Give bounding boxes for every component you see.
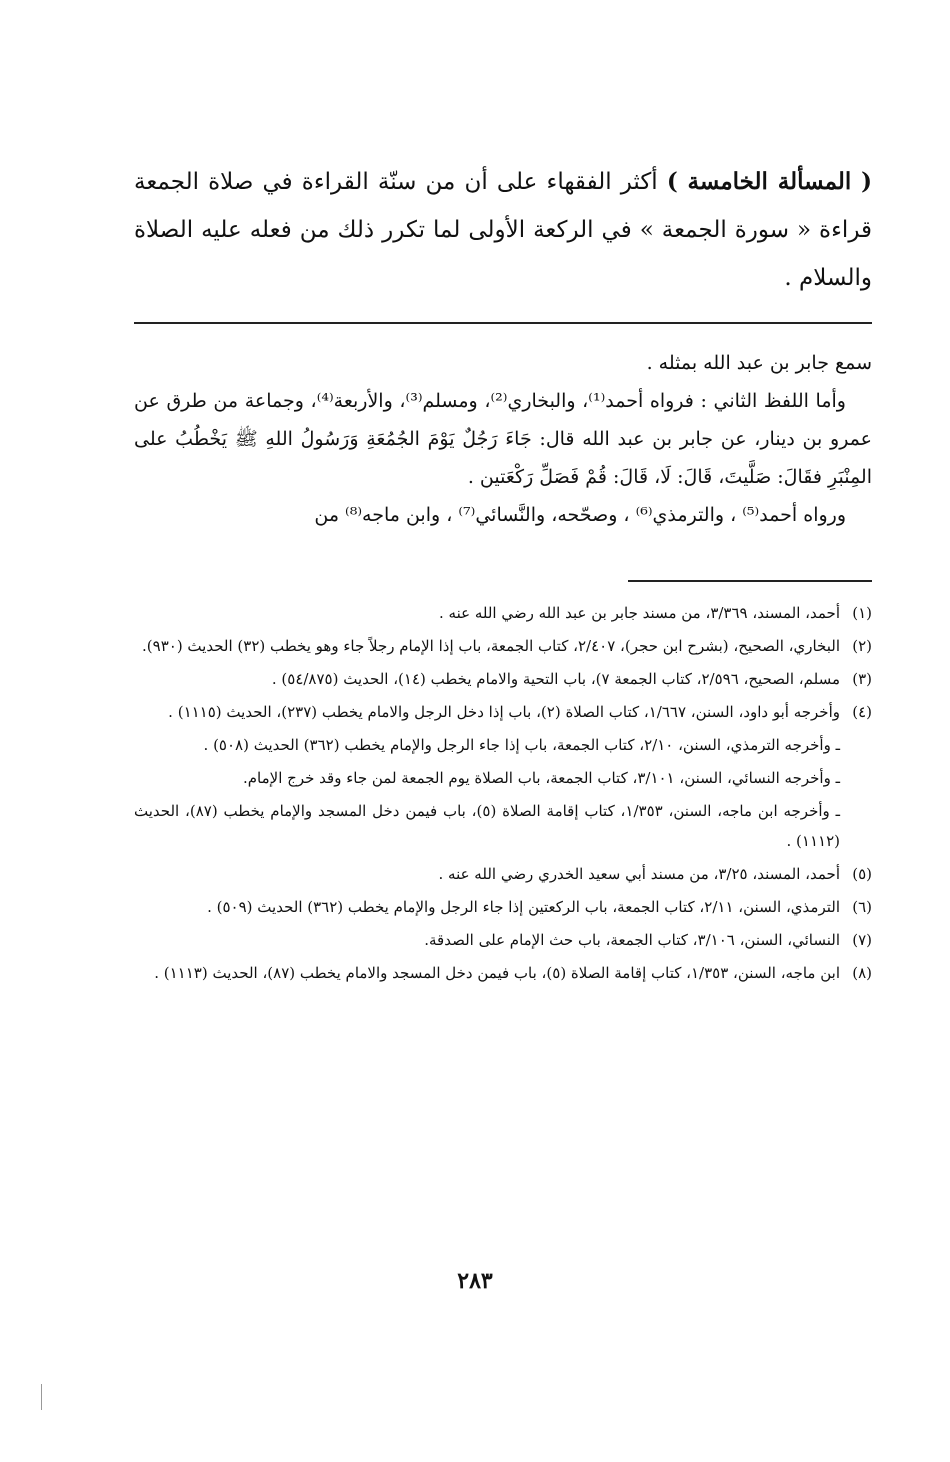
footnote-item xyxy=(134,664,872,694)
commentary-paragraph-2: وأما اللفظ الثاني : فرواه أحمد⁽¹⁾، والبخاري⁽²⁾، ومسلم⁽³⁾، والأربعة⁽⁴⁾، وجماعة من طرق عن عمرو بن دينار، عن جابر بن عبد الله قال: جَاءَ رَجُلٌ يَوْمَ الجُمُعَةِ وَرَسُولُ اللهِ ﷺ يَخْطُبُ على المِنْبَرِ فقَالَ: صَلَّيتَ، قَالَ: لَا، قَالَ: قُمْ فَصَلِّ رَكْعَتين . xyxy=(134,390,872,488)
footnote-item xyxy=(134,925,872,955)
footnote-text: البخاري، الصحيح، (بشرح ابن حجر)، ٢/٤٠٧، كتاب الجمعة، باب إذا الإمام رجلاً جاء وهو يخطب (٣٢) الحديث (٩٣٠). xyxy=(142,637,840,655)
footnote-item xyxy=(134,697,872,727)
footnote-text: أحمد، المسند، ٣/٣٦٩، من مسند جابر بن عبد الله رضي الله عنه . xyxy=(439,604,840,622)
footnote-subnote: ـ وأخرجه الترمذي، السنن، ٢/١٠، كتاب الجمعة، باب إذا جاء الرجل والإمام يخطب (٣٦٢) الحديث (٥٠٨) . xyxy=(203,736,840,754)
issue-heading: ( المسألة الخامسة ) xyxy=(666,168,872,195)
footnote-item xyxy=(134,892,872,922)
footnotes xyxy=(134,598,872,991)
footnote-divider xyxy=(628,580,872,582)
commentary-block xyxy=(134,344,872,534)
footnote-text: ابن ماجه، السنن، ١/٣٥٣، كتاب إقامة الصلاة (٥)، باب فيمن دخل المسجد والامام يخطب (٨٧)، الحديث (١١١٣) . xyxy=(154,964,840,982)
footnote-text: الترمذي، السنن، ٢/١١، كتاب الجمعة، باب الركعتين إذا جاء الرجل والإمام يخطب (٣٦٢) الحديث (٥٠٩) . xyxy=(207,898,840,916)
commentary-line-1: سمع جابر بن عبد الله بمثله . xyxy=(646,352,872,374)
footnote-item xyxy=(134,859,872,889)
footnote-number: (١) xyxy=(852,604,872,622)
footnote-text: النسائي، السنن، ٣/١٠٦، كتاب الجمعة، باب حث الإمام على الصدقة. xyxy=(424,931,840,949)
footnote-number: (٦) xyxy=(852,898,872,916)
footnote-text: مسلم، الصحيح، ٢/٥٩٦، كتاب الجمعة ٧)، باب التحية والامام يخطب (١٤)، الحديث (٥٤/٨٧٥) . xyxy=(271,670,840,688)
footnote-number: (٤) xyxy=(852,703,872,721)
footnote-text: أحمد، المسند، ٣/٢٥، من مسند أبي سعيد الخدري رضي الله عنه . xyxy=(438,865,840,883)
footnote-subnote: ـ وأخرجه النسائي، السنن، ٣/١٠١، كتاب الجمعة، باب الصلاة يوم الجمعة لمن جاء وقد خرج الإمام. xyxy=(243,769,840,787)
footnote-number: (٧) xyxy=(852,931,872,949)
footnote-subnote: ـ وأخرجه ابن ماجه، السنن، ١/٣٥٣، كتاب إقامة الصلاة (٥)، باب فيمن دخل المسجد والإمام يخطب (٨٧)، الحديث (١١١٢) . xyxy=(134,802,840,850)
commentary-paragraph-3: ورواه أحمد⁽⁵⁾ ، والترمذي⁽⁶⁾ ، وصحّحه، والنَّسائي⁽⁷⁾ ، وابن ماجه⁽⁸⁾ من xyxy=(314,504,846,526)
section-divider xyxy=(134,322,872,324)
footnote-item xyxy=(134,598,872,628)
footnote-item xyxy=(134,958,872,988)
issue-text: أكثر الفقهاء على أن من سنّة القراءة في صلاة الجمعة قراءة « سورة الجمعة » في الركعة الأولى لما تكرر ذلك من فعله عليه الصلاة والسلام . xyxy=(134,169,872,291)
main-paragraph xyxy=(134,158,872,302)
footnote-item xyxy=(134,631,872,661)
page-number: ٢٨٣ xyxy=(457,1268,493,1294)
footnote-text: وأخرجه أبو داود، السنن، ١/٦٦٧، كتاب الصلاة (٢)، باب إذا دخل الرجل والامام يخطب (٢٣٧)، الحديث (١١١٥) . xyxy=(168,703,840,721)
footnote-number: (٥) xyxy=(852,865,872,883)
footnote-number: (٢) xyxy=(852,637,872,655)
footnote-number: (٨) xyxy=(852,964,872,982)
footnote-number: (٣) xyxy=(852,670,872,688)
scan-margin-mark xyxy=(41,1384,42,1410)
